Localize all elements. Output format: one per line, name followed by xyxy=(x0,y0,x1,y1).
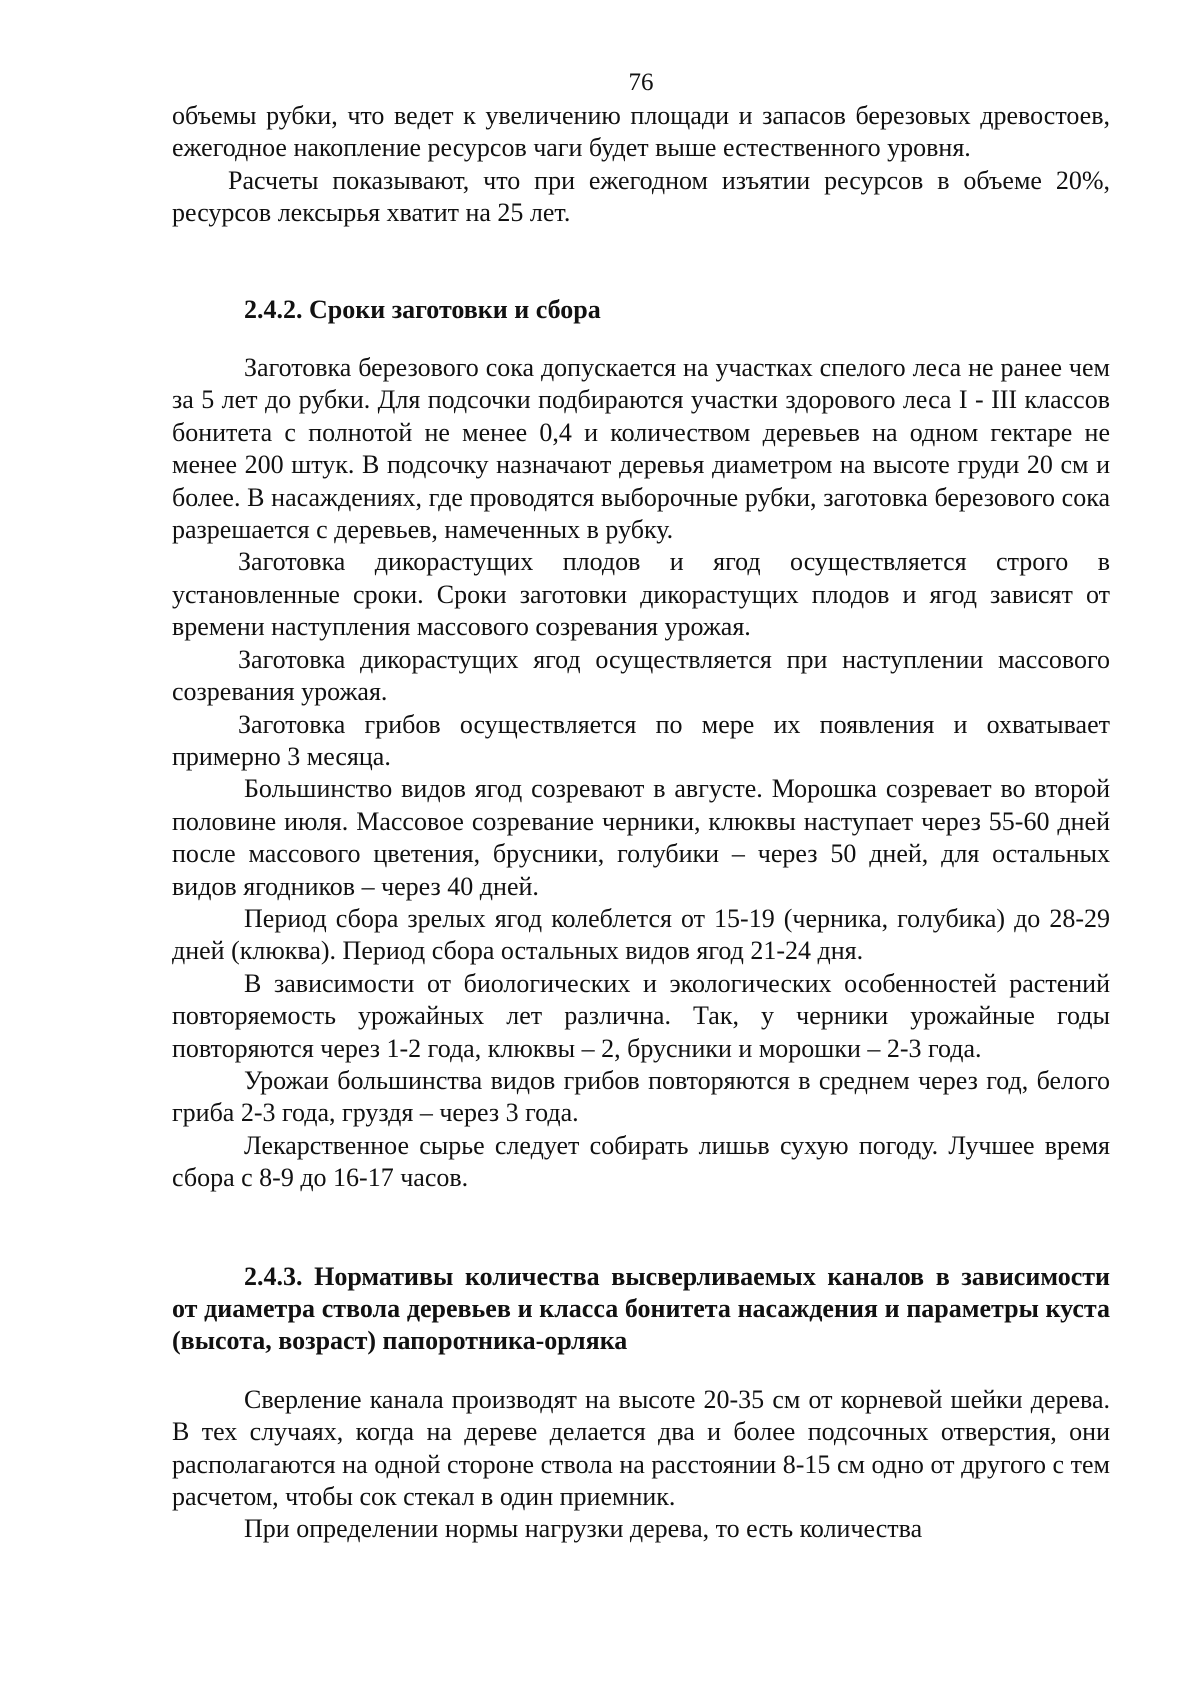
section-1-paragraph-7: В зависимости от биологических и экологических особенностей растений повторяемость урожайных лет различна. Так, у черники урожайные годы повторяются через 1-2 года, клюквы – 2, брусники и морошки – 2-3 года. xyxy=(172,968,1110,1063)
section-2-paragraph-2: При определении нормы нагрузки дерева, то есть количества xyxy=(244,1514,923,1544)
section-1-paragraph-8: Урожаи большинства видов грибов повторяются в среднем через год, белого гриба 2-3 года, груздя – через 3 года. xyxy=(172,1065,1110,1128)
page-number: 76 xyxy=(628,69,654,96)
document-page xyxy=(172,68,1110,1546)
section-1-paragraph-2: Заготовка дикорастущих плодов и ягод осуществляется строго в установленные сроки. Сроки заготовки дикорастущих плодов и ягод зависят от времени наступления массового созревания урожая. xyxy=(172,547,1110,642)
section-1-paragraph-4: Заготовка грибов осуществляется по мере их появления и охватывает примерно 3 месяца. xyxy=(172,709,1110,771)
intro-paragraph-2: Расчеты показывают, что при ежегодном изъятии ресурсов в объеме 20%, ресурсов лексырья хватит на 25 лет. xyxy=(172,165,1110,228)
section-1-paragraph-5: Большинство видов ягод созревают в августе. Морошка созревает во второй половине июля. Массовое созревание черники, клюквы наступает через 55-60 дней после массового цветения, брусники, голубики – через 50 дней, для остальных видов ягодников – через 40 дней. xyxy=(172,774,1110,901)
section-1-paragraph-3: Заготовка дикорастущих ягод осуществляется при наступлении массового созревания урожая. xyxy=(172,644,1110,707)
section-heading-2-4-2: 2.4.2. Сроки заготовки и сбора xyxy=(244,294,601,324)
section-1-paragraph-1: Заготовка березового сока допускается на участках спелого леса не ранее чем за 5 лет до рубки. Для подсочки подбираются участки здорового леса I - III классов бонитета с полнотой не менее 0,4 и количеством деревьев на одном гектаре не менее 200 штук. В подсочку назначают деревья диаметром на высоте груди 20 см и более. В насаждениях, где проводятся выборочные рубки, заготовка березового сока разрешается с деревьев, намеченных в рубку. xyxy=(172,353,1110,545)
intro-paragraph-1: объемы рубки, что ведет к увеличению площади и запасов березовых древостоев, ежегодное накопление ресурсов чаги будет выше естественного уровня. xyxy=(172,101,1110,163)
section-1-paragraph-9: Лекарственное сырье следует собирать лишьв сухую погоду. Лучшее время сбора с 8-9 до 16-17 часов. xyxy=(172,1130,1110,1193)
section-1-paragraph-6: Период сбора зрелых ягод колеблется от 15-19 (черника, голубика) до 28-29 дней (клюква). Период сбора остальных видов ягод 21-24 дня. xyxy=(172,903,1110,966)
section-2-paragraph-1: Сверление канала производят на высоте 20-35 см от корневой шейки дерева. В тех случаях, когда на дереве делается два и более подсочных отверстия, они располагаются на одной стороне ствола на расстоянии 8-15 см одно от другого с тем расчетом, чтобы сок стекал в один приемник. xyxy=(172,1384,1110,1512)
section-heading-2-4-3: 2.4.3. Нормативы количества высверливаемых каналов в зависимости от диаметра ствола деревьев и класса бонитета насаждения и параметры куста (высота, возраст) папоротника-орляка xyxy=(172,1261,1110,1356)
